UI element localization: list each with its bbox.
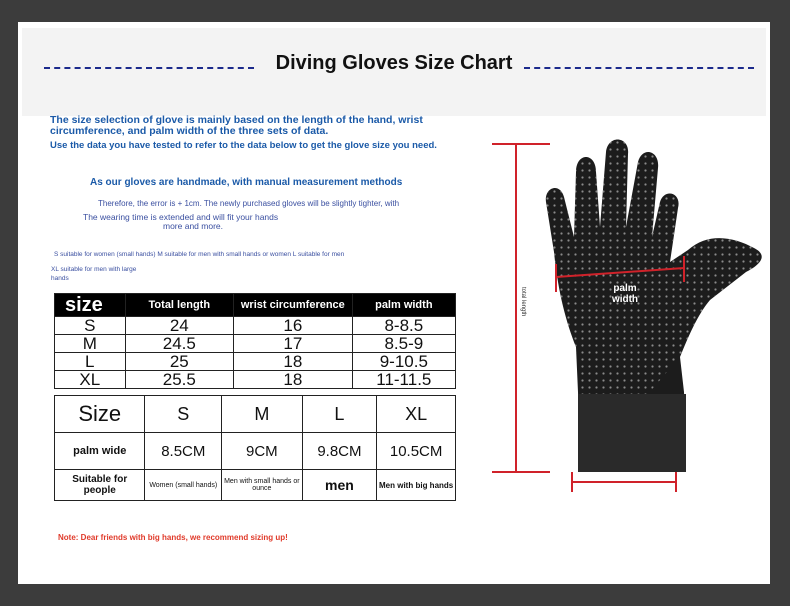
intro-line-1: The size selection of glove is mainly based on the length of the hand, wrist [50,114,423,126]
palm-row [55,433,456,470]
page-title-text: Diving Gloves Size Chart [270,52,519,74]
table-row [55,317,456,335]
palm-row-label: palm wide [55,433,145,470]
table-row [55,353,456,371]
cell-size: L [55,353,126,371]
palm-label-line-2: width [611,294,639,305]
palm-xl: 10.5CM [377,433,456,470]
cell-wrist: 18 [234,371,353,389]
glove-wrist-strap [578,394,686,472]
size-xl: XL [377,396,456,433]
intro-line-3: Use the data you have tested to refer to the data below to get the glove size you need. [50,140,437,151]
suitable-text-2: XL suitable for men with large [51,266,137,273]
cell-wrist: 17 [234,335,353,353]
sizing-note: Note: Dear friends with big hands, we recommend sizing up! [58,533,288,542]
cell-wrist: 18 [234,353,353,371]
size-s: S [145,396,222,433]
cell-length: 24 [125,317,233,335]
table-header-row [55,294,456,317]
cell-palm: 8.5-9 [352,335,455,353]
palm-label-line-1: palm [613,283,637,294]
people-row [55,470,456,501]
wear-text-2: more and more. [163,221,223,231]
glove-illustration [488,132,770,492]
palm-m: 9CM [222,433,302,470]
header-total-length: Total length [125,294,233,317]
palm-l: 9.8CM [302,433,377,470]
cell-wrist: 16 [234,317,353,335]
people-l: men [302,470,377,501]
header-palm: palm width [352,294,455,317]
total-length-label: total length [520,287,526,317]
cell-palm: 11-11.5 [352,371,455,389]
palm-width-label [600,283,650,305]
cell-length: 24.5 [125,335,233,353]
cell-palm: 9-10.5 [352,353,455,371]
size-chart-sheet [18,22,770,584]
palm-s: 8.5CM [145,433,222,470]
wear-text-1: The wearing time is extended and will fit your hands [83,212,279,222]
palm-width-table [54,395,456,501]
cell-size: S [55,317,126,335]
size-l: L [302,396,377,433]
header-wrist: wrist circumference [234,294,353,317]
people-m: Men with small hands or ounce [222,470,302,501]
people-xl: Men with big hands [377,470,456,501]
page-title [18,52,770,75]
suitable-text-1: S suitable for women (small hands) M suitable for men with small hands or women L suitable for men [54,251,345,258]
measurement-table [54,293,456,389]
people-row-label: Suitable for people [55,470,145,501]
handmade-text: As our gloves are handmade, with manual measurement methods [90,177,403,188]
table-row [55,335,456,353]
size-row-label: Size [55,396,145,433]
size-row [55,396,456,433]
cell-length: 25 [125,353,233,371]
intro-line-2: circumference, and palm width of the three sets of data. [50,125,329,137]
cell-length: 25.5 [125,371,233,389]
size-m: M [222,396,302,433]
cell-size: M [55,335,126,353]
error-text: Therefore, the error is + 1cm. The newly purchased gloves will be slightly tighter, with [98,199,400,208]
table-row [55,371,456,389]
people-s: Women (small hands) [145,470,222,501]
header-size: size [55,294,126,317]
glove-diagram [488,132,770,492]
cell-size: XL [55,371,126,389]
cell-palm: 8-8.5 [352,317,455,335]
suitable-text-3: hands [51,275,69,282]
